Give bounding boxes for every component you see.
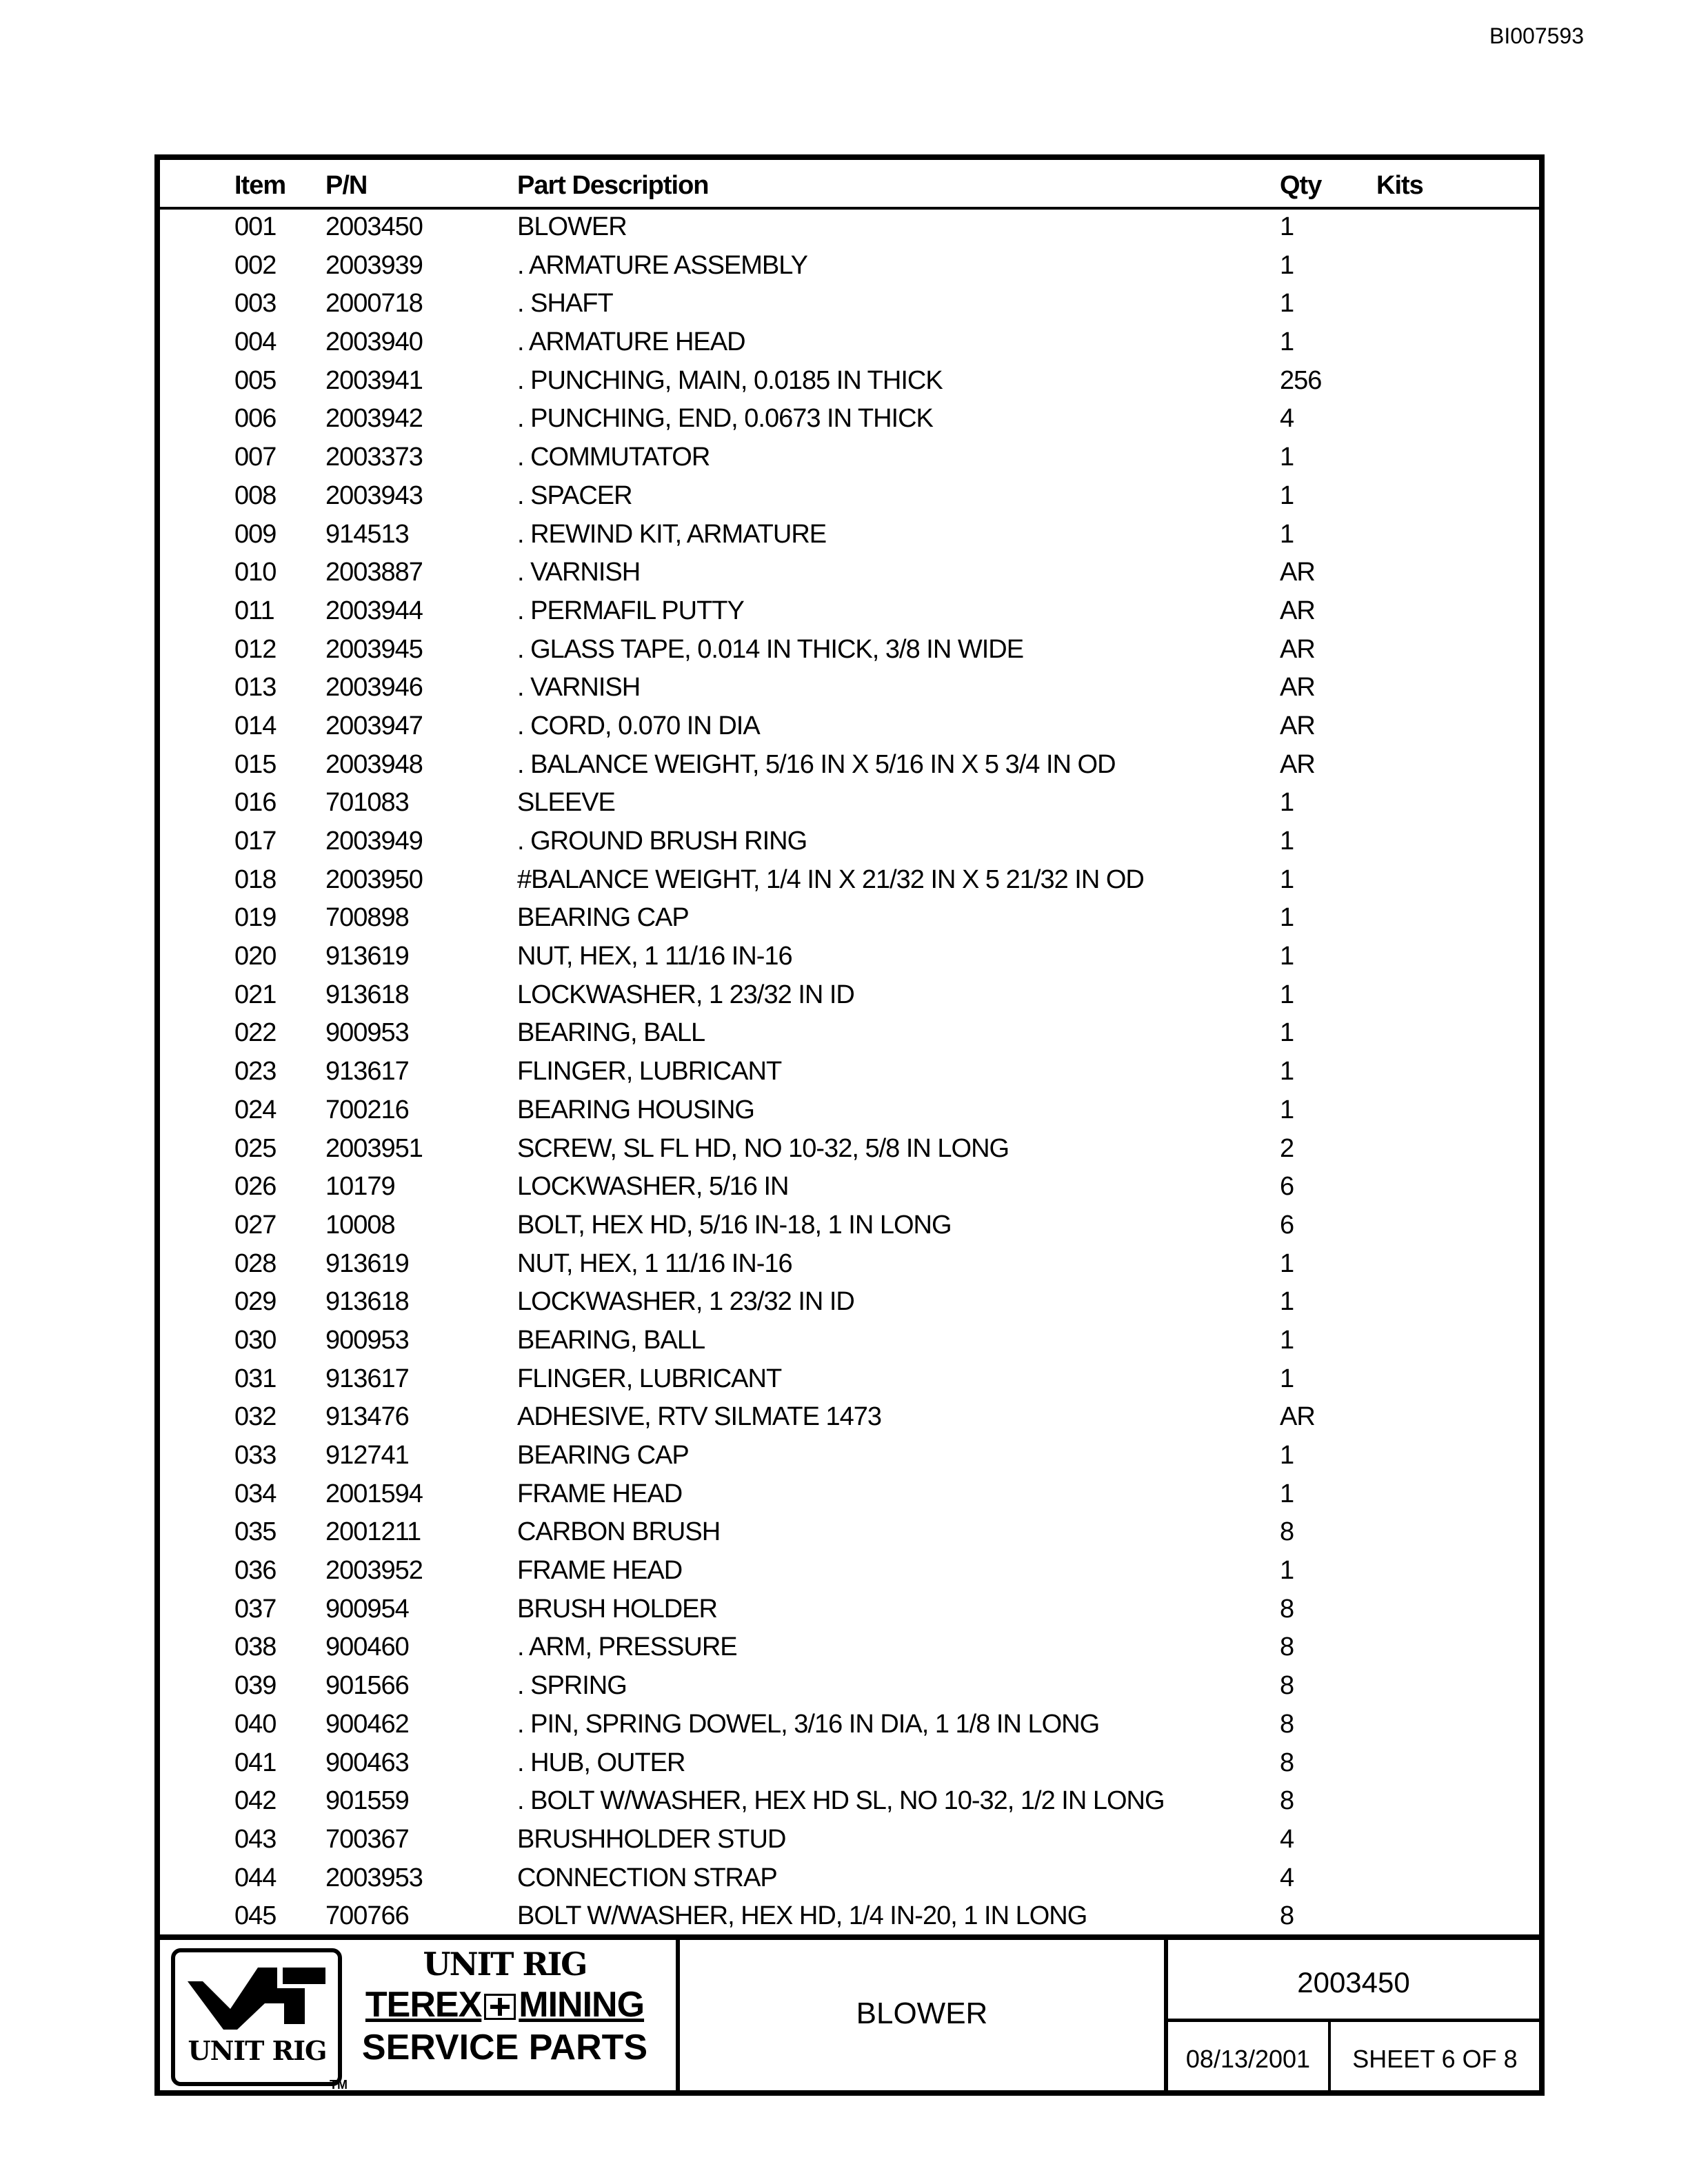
row-part-number: 2003941 (325, 365, 423, 395)
row-item: 024 (234, 1095, 277, 1124)
row-qty: 1 (1280, 519, 1294, 549)
row-item: 001 (234, 212, 277, 241)
row-description: . PIN, SPRING DOWEL, 3/16 IN DIA, 1 1/8 IN LONG (517, 1709, 1100, 1739)
row-qty: 1 (1280, 212, 1294, 241)
row-part-number: 2003942 (325, 404, 423, 434)
row-part-number: 913617 (325, 1364, 409, 1393)
table-row (160, 900, 1539, 939)
row-description: BEARING CAP (517, 903, 689, 933)
row-part-number: 2003946 (325, 673, 423, 702)
row-item: 017 (234, 827, 277, 856)
row-part-number: 913618 (325, 1287, 409, 1317)
row-part-number: 2003450 (325, 212, 423, 241)
row-qty: AR (1280, 673, 1315, 702)
row-description: . SPRING (517, 1671, 627, 1701)
divider (1164, 2019, 1539, 2022)
row-item: 013 (234, 673, 277, 702)
table-row (160, 632, 1539, 671)
row-description: CARBON BRUSH (517, 1517, 721, 1547)
table-row (160, 1899, 1539, 1937)
row-description: LOCKWASHER, 5/16 IN (517, 1172, 789, 1202)
row-description: . PUNCHING, MAIN, 0.0185 IN THICK (517, 365, 943, 395)
row-qty: AR (1280, 634, 1315, 664)
row-item: 004 (234, 327, 277, 357)
row-item: 030 (234, 1325, 277, 1355)
table-row (160, 1707, 1539, 1746)
table-row (160, 747, 1539, 786)
row-qty: 1 (1280, 1287, 1294, 1317)
parts-list-frame (154, 154, 1545, 2096)
row-item: 016 (234, 788, 277, 818)
table-row (160, 1630, 1539, 1668)
row-item: 043 (234, 1824, 277, 1854)
row-qty: 8 (1280, 1594, 1294, 1624)
row-qty: 8 (1280, 1632, 1294, 1662)
row-item: 028 (234, 1248, 277, 1278)
unit-rig-logo (171, 1948, 342, 2086)
row-part-number: 700367 (325, 1824, 409, 1854)
row-part-number: 900460 (325, 1632, 409, 1662)
table-row (160, 862, 1539, 901)
row-qty: 1 (1280, 1018, 1294, 1048)
assembly-title: BLOWER (856, 1996, 988, 2030)
table-row (160, 517, 1539, 556)
row-item: 006 (234, 404, 277, 434)
header-qty: Qty (1280, 171, 1322, 200)
row-description: . ARMATURE HEAD (517, 327, 745, 357)
row-qty: 1 (1280, 1441, 1294, 1470)
trademark-mark: TM (330, 2078, 348, 2092)
header-pn: P/N (325, 171, 368, 200)
row-description: SLEEVE (517, 788, 615, 818)
table-row (160, 1054, 1539, 1093)
row-part-number: 701083 (325, 788, 409, 818)
row-qty: 1 (1280, 250, 1294, 280)
row-description: BEARING HOUSING (517, 1095, 754, 1124)
table-row (160, 1131, 1539, 1170)
row-description: BOLT W/WASHER, HEX HD, 1/4 IN-20, 1 IN LONG (517, 1901, 1087, 1931)
table-row (160, 1284, 1539, 1323)
row-description: LOCKWASHER, 1 23/32 IN ID (517, 980, 854, 1009)
table-row (160, 1861, 1539, 1899)
row-qty: 1 (1280, 289, 1294, 318)
row-item: 003 (234, 289, 277, 318)
row-description: FLINGER, LUBRICANT (517, 1364, 782, 1393)
table-row (160, 1169, 1539, 1208)
row-qty: 1 (1280, 788, 1294, 818)
row-item: 026 (234, 1172, 277, 1202)
row-item: 007 (234, 443, 277, 472)
row-description: BLOWER (517, 212, 627, 241)
row-item: 037 (234, 1594, 277, 1624)
row-qty: 1 (1280, 1095, 1294, 1124)
row-qty: 1 (1280, 1479, 1294, 1508)
row-description: NUT, HEX, 1 11/16 IN-16 (517, 942, 792, 971)
row-item: 008 (234, 481, 277, 510)
unit-rig-emblem-icon (188, 1961, 325, 2030)
row-description: . ARM, PRESSURE (517, 1632, 737, 1662)
row-item: 039 (234, 1671, 277, 1701)
table-row (160, 401, 1539, 440)
table-row (160, 1208, 1539, 1246)
row-qty: AR (1280, 749, 1315, 779)
table-row (160, 248, 1539, 287)
brand-unit-rig: UNIT RIG (423, 1945, 587, 1983)
table-row (160, 1399, 1539, 1438)
row-qty: AR (1280, 1402, 1315, 1432)
row-item: 015 (234, 749, 277, 779)
brand-block (352, 1945, 658, 2068)
row-part-number: 913618 (325, 980, 409, 1009)
row-item: 044 (234, 1863, 277, 1892)
row-item: 010 (234, 558, 277, 587)
row-item: 018 (234, 865, 277, 894)
document-id: BI007593 (1489, 23, 1585, 48)
table-row (160, 1093, 1539, 1131)
row-qty: 1 (1280, 443, 1294, 472)
row-qty: 4 (1280, 404, 1294, 434)
logo-wordmark: UNIT RIG (188, 2035, 327, 2066)
table-row (160, 1477, 1539, 1515)
row-description: FRAME HEAD (517, 1479, 683, 1508)
row-description: . SPACER (517, 481, 632, 510)
row-item: 032 (234, 1402, 277, 1432)
row-item: 022 (234, 1018, 277, 1048)
row-description: BEARING, BALL (517, 1018, 705, 1048)
header-kits: Kits (1376, 171, 1423, 200)
row-qty: 256 (1280, 365, 1322, 395)
table-row (160, 440, 1539, 478)
row-part-number: 2003945 (325, 634, 423, 664)
table-row (160, 709, 1539, 747)
table-row (160, 363, 1539, 402)
row-qty: 6 (1280, 1172, 1294, 1202)
row-part-number: 913619 (325, 1248, 409, 1278)
table-row (160, 1822, 1539, 1861)
row-description: NUT, HEX, 1 11/16 IN-16 (517, 1248, 792, 1278)
row-part-number: 2000718 (325, 289, 423, 318)
table-row (160, 286, 1539, 325)
row-part-number: 2003947 (325, 711, 423, 740)
row-item: 038 (234, 1632, 277, 1662)
row-part-number: 700766 (325, 1901, 409, 1931)
table-row (160, 670, 1539, 709)
row-description: . BOLT W/WASHER, HEX HD SL, NO 10-32, 1/2 IN LONG (517, 1786, 1165, 1816)
row-description: BEARING CAP (517, 1441, 689, 1470)
table-row (160, 1362, 1539, 1400)
brand-mining: MINING (519, 1985, 645, 2025)
row-description: . ARMATURE ASSEMBLY (517, 250, 807, 280)
row-qty: 8 (1280, 1517, 1294, 1547)
row-part-number: 2003950 (325, 865, 423, 894)
table-row (160, 1246, 1539, 1285)
row-item: 012 (234, 634, 277, 664)
terex-cross-icon (484, 1994, 516, 2020)
row-qty: AR (1280, 596, 1315, 625)
table-row (160, 1438, 1539, 1477)
table-row (160, 1515, 1539, 1553)
table-row (160, 555, 1539, 594)
row-item: 045 (234, 1901, 277, 1931)
row-qty: 2 (1280, 1133, 1294, 1163)
row-qty: AR (1280, 558, 1315, 587)
table-row (160, 478, 1539, 517)
row-part-number: 914513 (325, 519, 409, 549)
table-row (160, 1323, 1539, 1362)
row-part-number: 2003943 (325, 481, 423, 510)
row-description: . REWIND KIT, ARMATURE (517, 519, 827, 549)
row-item: 041 (234, 1748, 277, 1777)
table-row (160, 1668, 1539, 1707)
row-description: BRUSH HOLDER (517, 1594, 717, 1624)
table-row (160, 1015, 1539, 1054)
row-item: 036 (234, 1556, 277, 1586)
row-part-number: 900954 (325, 1594, 409, 1624)
row-part-number: 700216 (325, 1095, 409, 1124)
row-qty: 8 (1280, 1671, 1294, 1701)
row-qty: 8 (1280, 1709, 1294, 1739)
table-row (160, 325, 1539, 363)
row-description: ADHESIVE, RTV SILMATE 1473 (517, 1402, 882, 1432)
row-description: BEARING, BALL (517, 1325, 705, 1355)
row-item: 025 (234, 1133, 277, 1163)
row-description: FRAME HEAD (517, 1556, 683, 1586)
row-description: . COMMUTATOR (517, 443, 710, 472)
row-description: . PUNCHING, END, 0.0673 IN THICK (517, 404, 933, 434)
row-qty: 1 (1280, 980, 1294, 1009)
row-qty: 1 (1280, 903, 1294, 933)
row-description: . GLASS TAPE, 0.014 IN THICK, 3/8 IN WIDE (517, 634, 1024, 664)
parts-table-body (160, 210, 1539, 1937)
row-part-number: 2003951 (325, 1133, 423, 1163)
row-description: . GROUND BRUSH RING (517, 827, 807, 856)
row-item: 035 (234, 1517, 277, 1547)
row-qty: 1 (1280, 865, 1294, 894)
header-description: Part Description (517, 171, 709, 200)
row-item: 034 (234, 1479, 277, 1508)
row-qty: 1 (1280, 1325, 1294, 1355)
row-qty: AR (1280, 711, 1315, 740)
brand-terex-mining (352, 1984, 658, 2025)
row-description: . SHAFT (517, 289, 613, 318)
row-description: . VARNISH (517, 673, 641, 702)
row-part-number: 901559 (325, 1786, 409, 1816)
row-part-number: 901566 (325, 1671, 409, 1701)
row-qty: 1 (1280, 1057, 1294, 1086)
row-item: 019 (234, 903, 277, 933)
row-qty: 6 (1280, 1210, 1294, 1240)
table-row (160, 1553, 1539, 1592)
row-part-number: 900953 (325, 1018, 409, 1048)
row-item: 002 (234, 250, 277, 280)
table-row (160, 1592, 1539, 1630)
row-qty: 4 (1280, 1863, 1294, 1892)
row-qty: 1 (1280, 1248, 1294, 1278)
revision-date: 08/13/2001 (1185, 2045, 1311, 2073)
table-header (160, 160, 1539, 210)
row-part-number: 2003887 (325, 558, 423, 587)
row-item: 021 (234, 980, 277, 1009)
row-item: 031 (234, 1364, 277, 1393)
table-row (160, 824, 1539, 862)
brand-service-parts: SERVICE PARTS (361, 2028, 648, 2067)
row-qty: 1 (1280, 942, 1294, 971)
row-description: SCREW, SL FL HD, NO 10-32, 5/8 IN LONG (517, 1133, 1009, 1163)
row-item: 033 (234, 1441, 277, 1470)
table-row (160, 1746, 1539, 1784)
row-item: 029 (234, 1287, 277, 1317)
row-part-number: 900462 (325, 1709, 409, 1739)
brand-terex: TEREX (365, 1985, 482, 2025)
row-part-number: 913619 (325, 942, 409, 971)
row-qty: 1 (1280, 481, 1294, 510)
row-description: LOCKWASHER, 1 23/32 IN ID (517, 1287, 854, 1317)
row-part-number: 913617 (325, 1057, 409, 1086)
row-part-number: 700898 (325, 903, 409, 933)
table-row (160, 939, 1539, 978)
row-part-number: 2003940 (325, 327, 423, 357)
row-qty: 1 (1280, 1364, 1294, 1393)
row-qty: 1 (1280, 827, 1294, 856)
row-item: 011 (234, 596, 274, 625)
row-description: . CORD, 0.070 IN DIA (517, 711, 760, 740)
row-description: . HUB, OUTER (517, 1748, 685, 1777)
row-item: 014 (234, 711, 277, 740)
row-item: 009 (234, 519, 277, 549)
table-row (160, 210, 1539, 248)
title-block (160, 1934, 1539, 2090)
table-row (160, 978, 1539, 1016)
row-item: 005 (234, 365, 277, 395)
row-part-number: 2003944 (325, 596, 423, 625)
row-part-number: 2003952 (325, 1556, 423, 1586)
row-description: FLINGER, LUBRICANT (517, 1057, 782, 1086)
assembly-part-number: 2003450 (1297, 1966, 1410, 1999)
row-qty: 8 (1280, 1748, 1294, 1777)
row-part-number: 913476 (325, 1402, 409, 1432)
row-qty: 1 (1280, 327, 1294, 357)
row-part-number: 900463 (325, 1748, 409, 1777)
row-part-number: 2003953 (325, 1863, 423, 1892)
row-item: 042 (234, 1786, 277, 1816)
row-qty: 4 (1280, 1824, 1294, 1854)
row-qty: 8 (1280, 1901, 1294, 1931)
row-part-number: 912741 (325, 1441, 409, 1470)
row-description: . BALANCE WEIGHT, 5/16 IN X 5/16 IN X 5 3/4 IN OD (517, 749, 1116, 779)
row-part-number: 2001211 (325, 1517, 421, 1547)
row-item: 023 (234, 1057, 277, 1086)
table-row (160, 785, 1539, 824)
table-row (160, 594, 1539, 632)
row-description: BOLT, HEX HD, 5/16 IN-18, 1 IN LONG (517, 1210, 952, 1240)
row-description: . PERMAFIL PUTTY (517, 596, 744, 625)
row-item: 027 (234, 1210, 277, 1240)
row-part-number: 2003949 (325, 827, 423, 856)
row-description: BRUSHHOLDER STUD (517, 1824, 786, 1854)
row-part-number: 10179 (325, 1172, 395, 1202)
row-part-number: 2003939 (325, 250, 423, 280)
row-description: #BALANCE WEIGHT, 1/4 IN X 21/32 IN X 5 21/32 IN OD (517, 865, 1144, 894)
row-qty: 8 (1280, 1786, 1294, 1816)
row-part-number: 2001594 (325, 1479, 423, 1508)
row-part-number: 10008 (325, 1210, 395, 1240)
row-part-number: 900953 (325, 1325, 409, 1355)
table-row (160, 1783, 1539, 1822)
row-description: . VARNISH (517, 558, 641, 587)
row-part-number: 2003373 (325, 443, 423, 472)
row-item: 040 (234, 1709, 277, 1739)
header-item: Item (234, 171, 286, 200)
row-part-number: 2003948 (325, 749, 423, 779)
row-qty: 1 (1280, 1556, 1294, 1586)
row-description: CONNECTION STRAP (517, 1863, 777, 1892)
sheet-number: SHEET 6 OF 8 (1352, 2045, 1518, 2073)
row-item: 020 (234, 942, 277, 971)
